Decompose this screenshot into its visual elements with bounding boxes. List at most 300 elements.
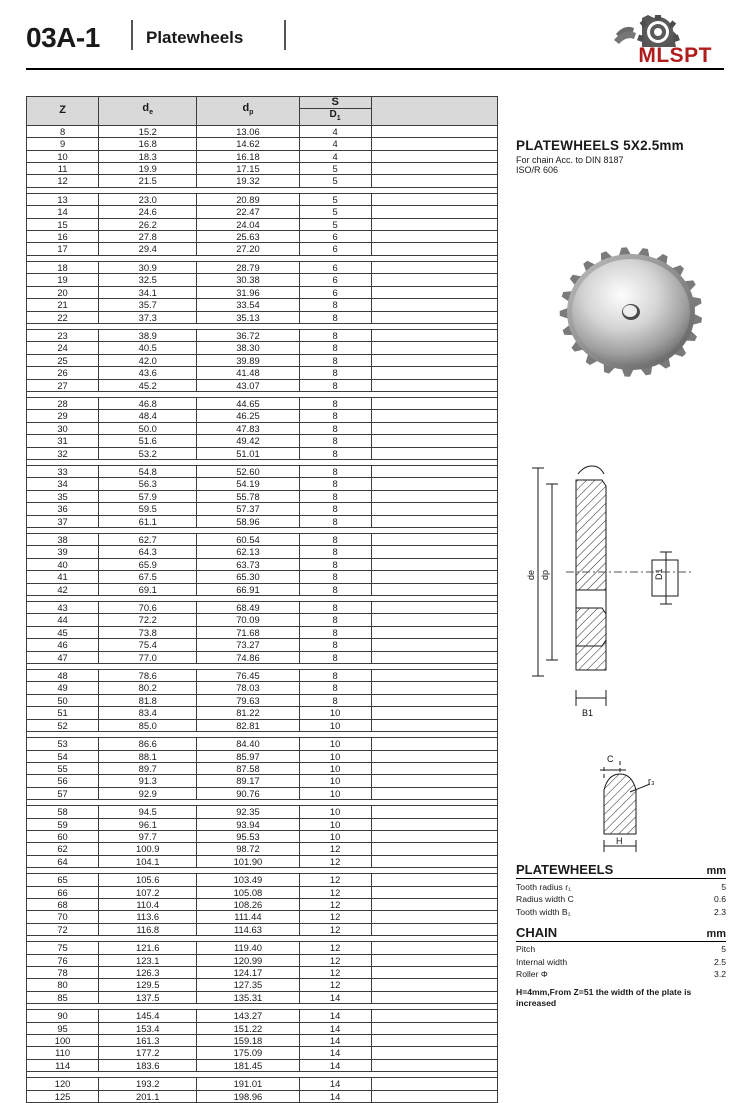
- cell-blank: [371, 614, 497, 626]
- cell-z: 52: [27, 719, 99, 731]
- cell-blank: [371, 738, 497, 750]
- table-row: [27, 614, 498, 626]
- table-row: [27, 367, 498, 379]
- cell-de: 89.7: [99, 762, 197, 774]
- cell-d1: 8: [299, 546, 371, 558]
- cell-z: 125: [27, 1090, 99, 1102]
- cell-d1: 8: [299, 422, 371, 434]
- cell-z: 33: [27, 465, 99, 477]
- cell-blank: [371, 311, 497, 323]
- col-header-blank: [371, 97, 497, 126]
- table-row: [27, 503, 498, 515]
- row-label: Roller Φ: [516, 969, 548, 979]
- cell-z: 37: [27, 515, 99, 527]
- cell-dp: 103.49: [197, 874, 299, 886]
- cell-dp: 54.19: [197, 478, 299, 490]
- cell-blank: [371, 787, 497, 799]
- cell-dp: 36.72: [197, 329, 299, 341]
- cell-d1: 8: [299, 490, 371, 502]
- table-row: [27, 422, 498, 434]
- table-row: [27, 843, 498, 855]
- cell-dp: 27.20: [197, 243, 299, 255]
- table-row: [27, 830, 498, 842]
- cell-d1: 4: [299, 125, 371, 137]
- cell-blank: [371, 138, 497, 150]
- cell-dp: 135.31: [197, 991, 299, 1003]
- cell-de: 51.6: [99, 435, 197, 447]
- label-r3: r₃: [648, 776, 655, 786]
- cell-z: 54: [27, 750, 99, 762]
- table-row: [516, 957, 726, 967]
- cell-blank: [371, 299, 497, 311]
- cell-dp: 31.96: [197, 286, 299, 298]
- cell-de: 19.9: [99, 163, 197, 175]
- cell-z: 22: [27, 311, 99, 323]
- cell-de: 21.5: [99, 175, 197, 187]
- cell-d1: 10: [299, 806, 371, 818]
- cell-blank: [371, 1010, 497, 1022]
- cell-d1: 8: [299, 478, 371, 490]
- cell-z: 39: [27, 546, 99, 558]
- cell-d1: 5: [299, 193, 371, 205]
- cell-dp: 73.27: [197, 639, 299, 651]
- table-row: [27, 193, 498, 205]
- cell-dp: 101.90: [197, 855, 299, 867]
- table-row: [27, 694, 498, 706]
- cell-d1: 14: [299, 1035, 371, 1047]
- cell-de: 73.8: [99, 626, 197, 638]
- cell-dp: 22.47: [197, 206, 299, 218]
- cell-dp: 181.45: [197, 1059, 299, 1071]
- cell-z: 25: [27, 354, 99, 366]
- cell-dp: 30.38: [197, 274, 299, 286]
- cell-d1: 8: [299, 558, 371, 570]
- table-row: [27, 243, 498, 255]
- cell-de: 27.8: [99, 231, 197, 243]
- cell-blank: [371, 855, 497, 867]
- table-row: [27, 818, 498, 830]
- cell-d1: 12: [299, 942, 371, 954]
- cell-dp: 66.91: [197, 583, 299, 595]
- cell-dp: 49.42: [197, 435, 299, 447]
- row-label: Tooth width B₁: [516, 906, 571, 917]
- cell-z: 49: [27, 682, 99, 694]
- cell-blank: [371, 954, 497, 966]
- cell-d1: 6: [299, 231, 371, 243]
- table-row: [27, 750, 498, 762]
- cell-de: 37.3: [99, 311, 197, 323]
- cell-blank: [371, 342, 497, 354]
- cell-dp: 70.09: [197, 614, 299, 626]
- table-row: [27, 923, 498, 935]
- cell-de: 121.6: [99, 942, 197, 954]
- cell-de: 83.4: [99, 707, 197, 719]
- table-row: [27, 670, 498, 682]
- cell-z: 43: [27, 602, 99, 614]
- cell-dp: 58.96: [197, 515, 299, 527]
- cell-z: 60: [27, 830, 99, 842]
- cell-z: 78: [27, 967, 99, 979]
- cell-d1: 12: [299, 979, 371, 991]
- cell-dp: 87.58: [197, 762, 299, 774]
- reference-tables: [516, 862, 726, 1009]
- cell-blank: [371, 218, 497, 230]
- cell-de: 43.6: [99, 367, 197, 379]
- cell-blank: [371, 843, 497, 855]
- cell-blank: [371, 639, 497, 651]
- cell-dp: 38.30: [197, 342, 299, 354]
- cell-blank: [371, 175, 497, 187]
- row-label: Tooth radius r₁: [516, 881, 571, 892]
- cell-de: 62.7: [99, 534, 197, 546]
- cell-de: 23.0: [99, 193, 197, 205]
- cell-blank: [371, 775, 497, 787]
- specification-table-container: [26, 96, 498, 1103]
- cell-blank: [371, 991, 497, 1003]
- chain-table-unit: mm: [706, 927, 726, 940]
- cell-d1: 8: [299, 311, 371, 323]
- label-dp: dp: [540, 569, 550, 580]
- cell-d1: 12: [299, 954, 371, 966]
- table-row: [27, 967, 498, 979]
- cell-blank: [371, 911, 497, 923]
- table-row: [27, 738, 498, 750]
- cell-de: 193.2: [99, 1078, 197, 1090]
- table-row: [27, 311, 498, 323]
- table-row: [27, 1059, 498, 1071]
- cell-de: 105.6: [99, 874, 197, 886]
- title-divider: [131, 20, 133, 50]
- page-title-code: 03A-1: [26, 22, 100, 53]
- cell-blank: [371, 651, 497, 663]
- cell-dp: 93.94: [197, 818, 299, 830]
- page-header: [0, 0, 750, 80]
- cell-dp: 127.35: [197, 979, 299, 991]
- cell-d1: 8: [299, 515, 371, 527]
- cell-dp: 39.89: [197, 354, 299, 366]
- cell-z: 59: [27, 818, 99, 830]
- cell-dp: 63.73: [197, 558, 299, 570]
- cell-dp: 95.53: [197, 830, 299, 842]
- cell-z: 16: [27, 231, 99, 243]
- cell-de: 57.9: [99, 490, 197, 502]
- cell-dp: 108.26: [197, 898, 299, 910]
- table-row: [27, 707, 498, 719]
- cell-blank: [371, 465, 497, 477]
- info-line-2: ISO/R 606: [516, 165, 559, 175]
- cell-blank: [371, 1059, 497, 1071]
- table-row: [27, 163, 498, 175]
- cell-dp: 25.63: [197, 231, 299, 243]
- cell-z: 58: [27, 806, 99, 818]
- table-row: [27, 261, 498, 273]
- cell-blank: [371, 558, 497, 570]
- cell-d1: 8: [299, 651, 371, 663]
- cell-de: 77.0: [99, 651, 197, 663]
- cell-dp: 33.54: [197, 299, 299, 311]
- cell-de: 69.1: [99, 583, 197, 595]
- table-row: [27, 175, 498, 187]
- table-row: [27, 979, 498, 991]
- cell-z: 66: [27, 886, 99, 898]
- cell-de: 88.1: [99, 750, 197, 762]
- cell-z: 17: [27, 243, 99, 255]
- cell-z: 9: [27, 138, 99, 150]
- table-row: [27, 991, 498, 1003]
- table-row: [27, 465, 498, 477]
- cell-dp: 92.35: [197, 806, 299, 818]
- table-row: [516, 882, 726, 892]
- cell-z: 100: [27, 1035, 99, 1047]
- cell-de: 91.3: [99, 775, 197, 787]
- table-row: [27, 379, 498, 391]
- cell-d1: 12: [299, 874, 371, 886]
- cell-dp: 52.60: [197, 465, 299, 477]
- cell-blank: [371, 478, 497, 490]
- cell-dp: 55.78: [197, 490, 299, 502]
- cell-z: 18: [27, 261, 99, 273]
- cell-blank: [371, 367, 497, 379]
- cell-de: 97.7: [99, 830, 197, 842]
- cell-blank: [371, 1090, 497, 1102]
- cell-blank: [371, 397, 497, 409]
- cell-blank: [371, 125, 497, 137]
- cell-z: 24: [27, 342, 99, 354]
- cell-dp: 74.86: [197, 651, 299, 663]
- cell-blank: [371, 410, 497, 422]
- table-row: [27, 558, 498, 570]
- cell-dp: 41.48: [197, 367, 299, 379]
- cell-dp: 16.18: [197, 150, 299, 162]
- cell-dp: 76.45: [197, 670, 299, 682]
- cell-dp: 143.27: [197, 1010, 299, 1022]
- cell-dp: 84.40: [197, 738, 299, 750]
- cell-de: 56.3: [99, 478, 197, 490]
- cell-dp: 90.76: [197, 787, 299, 799]
- cell-dp: 105.08: [197, 886, 299, 898]
- cell-de: 126.3: [99, 967, 197, 979]
- table-row: [27, 410, 498, 422]
- cell-d1: 5: [299, 218, 371, 230]
- cell-z: 38: [27, 534, 99, 546]
- sprocket-photo: [538, 232, 724, 392]
- cell-z: 70: [27, 911, 99, 923]
- cell-d1: 8: [299, 534, 371, 546]
- table-row: [27, 478, 498, 490]
- cell-d1: 8: [299, 503, 371, 515]
- cell-z: 76: [27, 954, 99, 966]
- cell-de: 30.9: [99, 261, 197, 273]
- table-row: [27, 651, 498, 663]
- table-row: [27, 1022, 498, 1034]
- cell-z: 50: [27, 694, 99, 706]
- cell-d1: 14: [299, 1078, 371, 1090]
- cell-de: 16.8: [99, 138, 197, 150]
- cell-z: 28: [27, 397, 99, 409]
- cell-de: 80.2: [99, 682, 197, 694]
- cell-de: 177.2: [99, 1047, 197, 1059]
- cell-de: 72.2: [99, 614, 197, 626]
- table-row: [27, 911, 498, 923]
- cell-de: 53.2: [99, 447, 197, 459]
- cell-blank: [371, 435, 497, 447]
- table-row: [27, 231, 498, 243]
- cell-blank: [371, 818, 497, 830]
- table-row: [27, 682, 498, 694]
- cell-blank: [371, 534, 497, 546]
- col-header-z: Z: [27, 97, 99, 126]
- cell-blank: [371, 243, 497, 255]
- cell-dp: 151.22: [197, 1022, 299, 1034]
- table-row: [27, 1078, 498, 1090]
- table-row: [27, 1047, 498, 1059]
- cell-d1: 14: [299, 1059, 371, 1071]
- cell-d1: 14: [299, 1047, 371, 1059]
- cell-dp: 159.18: [197, 1035, 299, 1047]
- label-de: de: [526, 569, 536, 580]
- row-label: Internal width: [516, 956, 568, 967]
- cell-dp: 46.25: [197, 410, 299, 422]
- cell-blank: [371, 231, 497, 243]
- table-row: [27, 447, 498, 459]
- cell-dp: 62.13: [197, 546, 299, 558]
- cell-de: 94.5: [99, 806, 197, 818]
- cell-dp: 191.01: [197, 1078, 299, 1090]
- cell-de: 50.0: [99, 422, 197, 434]
- cell-blank: [371, 329, 497, 341]
- label-d1: D1: [654, 568, 664, 580]
- cell-blank: [371, 503, 497, 515]
- cell-z: 14: [27, 206, 99, 218]
- table-row: [27, 546, 498, 558]
- col-header-s: S: [299, 97, 371, 109]
- cell-dp: 82.81: [197, 719, 299, 731]
- cell-z: 26: [27, 367, 99, 379]
- cell-z: 40: [27, 558, 99, 570]
- cell-z: 85: [27, 991, 99, 1003]
- gear-icon: [612, 14, 686, 48]
- table-row: [27, 515, 498, 527]
- row-value: 2.3: [714, 906, 726, 917]
- cell-de: 45.2: [99, 379, 197, 391]
- cell-blank: [371, 830, 497, 842]
- cell-z: 8: [27, 125, 99, 137]
- table-row: [516, 944, 726, 954]
- cell-d1: 12: [299, 911, 371, 923]
- cell-d1: 14: [299, 991, 371, 1003]
- cell-de: 48.4: [99, 410, 197, 422]
- cell-d1: 10: [299, 738, 371, 750]
- company-logo: [590, 14, 730, 70]
- cell-d1: 10: [299, 818, 371, 830]
- cell-blank: [371, 719, 497, 731]
- cell-blank: [371, 490, 497, 502]
- cell-z: 19: [27, 274, 99, 286]
- platewheels-table-unit: mm: [706, 865, 726, 877]
- cell-blank: [371, 602, 497, 614]
- cell-d1: 6: [299, 274, 371, 286]
- cell-blank: [371, 163, 497, 175]
- cell-z: 95: [27, 1022, 99, 1034]
- cell-z: 120: [27, 1078, 99, 1090]
- cell-de: 34.1: [99, 286, 197, 298]
- info-title: PLATEWHEELS 5X2.5mm: [516, 138, 684, 153]
- cell-d1: 8: [299, 447, 371, 459]
- cell-z: 35: [27, 490, 99, 502]
- table-row: [27, 286, 498, 298]
- cell-dp: 51.01: [197, 447, 299, 459]
- cell-blank: [371, 707, 497, 719]
- cell-dp: 68.49: [197, 602, 299, 614]
- cell-dp: 175.09: [197, 1047, 299, 1059]
- cell-dp: 24.04: [197, 218, 299, 230]
- cell-dp: 47.83: [197, 422, 299, 434]
- cell-blank: [371, 1047, 497, 1059]
- table-row: [27, 719, 498, 731]
- cell-d1: 8: [299, 379, 371, 391]
- cell-z: 30: [27, 422, 99, 434]
- table-row: [27, 874, 498, 886]
- cell-d1: 8: [299, 682, 371, 694]
- cell-dp: 71.68: [197, 626, 299, 638]
- table-row: [27, 806, 498, 818]
- cell-dp: 13.06: [197, 125, 299, 137]
- cell-blank: [371, 1078, 497, 1090]
- cell-blank: [371, 546, 497, 558]
- cell-z: 53: [27, 738, 99, 750]
- cell-de: 201.1: [99, 1090, 197, 1102]
- info-block: [516, 138, 728, 175]
- cell-de: 153.4: [99, 1022, 197, 1034]
- label-c: C: [607, 754, 614, 764]
- cell-de: 75.4: [99, 639, 197, 651]
- cell-d1: 6: [299, 286, 371, 298]
- cell-blank: [371, 762, 497, 774]
- table-body: [27, 125, 498, 1102]
- cell-dp: 119.40: [197, 942, 299, 954]
- cell-de: 96.1: [99, 818, 197, 830]
- cell-d1: 12: [299, 886, 371, 898]
- cell-d1: 8: [299, 410, 371, 422]
- cell-blank: [371, 967, 497, 979]
- table-row: [27, 206, 498, 218]
- table-row: [27, 787, 498, 799]
- cell-dp: 89.17: [197, 775, 299, 787]
- cell-blank: [371, 571, 497, 583]
- table-row: [27, 1010, 498, 1022]
- table-row: [27, 775, 498, 787]
- cell-d1: 8: [299, 435, 371, 447]
- cell-z: 56: [27, 775, 99, 787]
- table-row: [27, 534, 498, 546]
- cell-z: 114: [27, 1059, 99, 1071]
- cell-dp: 78.03: [197, 682, 299, 694]
- cell-de: 104.1: [99, 855, 197, 867]
- row-value: 5: [721, 881, 726, 892]
- cell-dp: 120.99: [197, 954, 299, 966]
- table-row: [27, 1035, 498, 1047]
- cell-z: 46: [27, 639, 99, 651]
- cell-d1: 10: [299, 775, 371, 787]
- cell-blank: [371, 1022, 497, 1034]
- cell-dp: 14.62: [197, 138, 299, 150]
- cell-de: 42.0: [99, 354, 197, 366]
- platewheels-table-title: PLATEWHEELS: [516, 862, 614, 877]
- cell-dp: 85.97: [197, 750, 299, 762]
- cell-z: 44: [27, 614, 99, 626]
- cell-z: 62: [27, 843, 99, 855]
- cell-blank: [371, 1035, 497, 1047]
